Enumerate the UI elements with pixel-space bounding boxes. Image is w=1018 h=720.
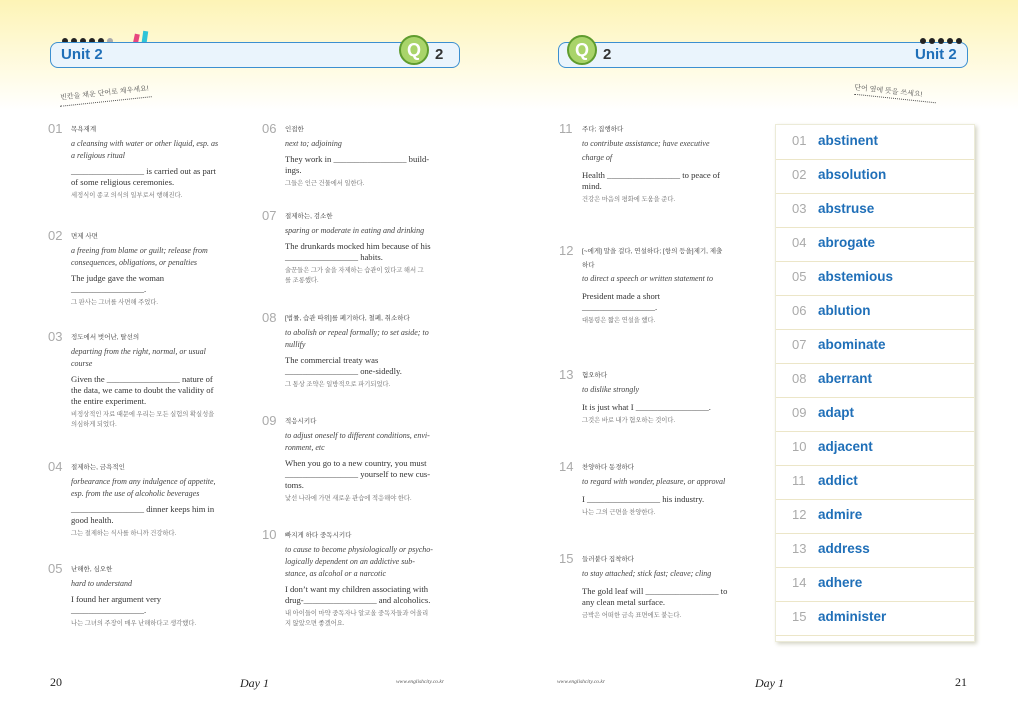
- example-sentence-line: drug-_________________ and alcoholics.: [285, 595, 431, 605]
- vocab-word: adapt: [818, 405, 855, 420]
- word-number: 03: [792, 201, 807, 216]
- korean-meaning: 목욕재계: [71, 126, 97, 133]
- korean-translation-line: 내 아이들이 마약 중독자나 알코올 중독자들과 어울리: [285, 610, 429, 617]
- korean-meaning: 절제하는, 금욕적인: [71, 464, 125, 471]
- vocab-word: aberrant: [818, 371, 873, 386]
- vocab-word: address: [818, 541, 870, 556]
- vocab-word: ablution: [818, 303, 871, 318]
- word-number: 12: [792, 507, 807, 522]
- definition-line: next to; adjoining: [285, 139, 342, 148]
- vocab-word: admire: [818, 507, 863, 522]
- quiz-q-icon: Q: [399, 35, 429, 65]
- example-sentence-line: _________________ one-sidedly.: [285, 366, 402, 376]
- word-number: 07: [792, 337, 807, 352]
- right-page: [509, 0, 1018, 720]
- word-row: [776, 329, 974, 364]
- definition-line: to adjust oneself to different conditions, envi-: [285, 431, 430, 440]
- vocab-word: adjacent: [818, 439, 873, 454]
- item-number: 03: [48, 329, 63, 344]
- item-number: 09: [262, 413, 277, 428]
- definition-line: to dislike strongly: [582, 385, 640, 394]
- right-instruction: 단어 옆에 뜻을 쓰세요!: [853, 84, 923, 99]
- word-row: [776, 125, 974, 160]
- example-sentence-line: mind.: [582, 181, 602, 191]
- korean-meaning: 혐오하다: [582, 372, 608, 379]
- definition-line: to direct a speech or written statement to: [582, 274, 714, 283]
- korean-meaning: 들러붙다 집착하다: [582, 556, 635, 563]
- korean-translation-line: 건강은 마음의 평화에 도움을 준다.: [582, 196, 676, 203]
- definition-line: to abolish or repeal formally; to set aside; to: [285, 328, 429, 337]
- decor-dots: [920, 38, 962, 44]
- example-sentence-line: President made a short: [582, 291, 661, 301]
- word-row: [776, 567, 974, 602]
- word-row: [776, 227, 974, 262]
- korean-meaning-cont: 하다: [582, 262, 595, 269]
- korean-translation-line: 나는 그녀의 주장이 매우 난해하다고 생각했다.: [71, 620, 197, 627]
- korean-meaning: 인접한: [285, 126, 304, 133]
- definition-line: to cause to become physiologically or psycho-: [285, 545, 433, 554]
- example-sentence-line: Given the _________________ nature of: [71, 374, 213, 384]
- example-sentence-line: The commercial treaty was: [285, 355, 379, 365]
- example-sentence-line: I don’t want my children associating with: [285, 584, 429, 594]
- example-sentence-line: I _________________ his industry.: [582, 494, 705, 504]
- korean-meaning: 주다; 집행하다: [582, 126, 624, 133]
- left-header-bar: [50, 42, 460, 68]
- definition-line: logically dependent on an addictive sub-: [285, 557, 415, 566]
- word-number: 15: [792, 609, 807, 624]
- item-number: 05: [48, 561, 63, 576]
- quiz-q-icon: Q: [567, 35, 597, 65]
- word-number: 13: [792, 541, 807, 556]
- definition-line: consequences, obligations, or penalties: [71, 258, 197, 267]
- right-header-bar: [558, 42, 968, 68]
- example-sentence-line: _________________ dinner keeps him in: [71, 504, 215, 514]
- page-number-right: 21: [955, 675, 967, 689]
- definition-line: ronment, etc: [285, 443, 325, 452]
- example-sentence-line: I found her argument very: [71, 594, 162, 604]
- word-row: [776, 261, 974, 296]
- word-number: 11: [792, 473, 806, 488]
- korean-translation-line: 낯선 나라에 가면 새로운 관습에 적응해야 한다.: [285, 495, 412, 502]
- word-row: [776, 363, 974, 398]
- middle-column: [262, 121, 467, 644]
- example-sentence-line: _________________ habits.: [285, 252, 383, 262]
- example-sentence-line: They work in _________________ build-: [285, 154, 430, 164]
- korean-meaning: 절제하는, 검소한: [285, 213, 333, 220]
- definition-line: to regard with wonder, pleasure, or approval: [582, 477, 726, 486]
- example-sentence-line: ings.: [285, 165, 302, 175]
- item-number: 04: [48, 459, 63, 474]
- quiz-number: 2: [603, 46, 612, 63]
- definition-line: to contribute assistance; have executive: [582, 139, 710, 148]
- unit-title: Unit 2: [915, 46, 957, 63]
- item-number: 12: [559, 243, 574, 258]
- definition-line: esp. from the use of alcoholic beverages: [71, 489, 200, 498]
- word-number: 05: [792, 269, 807, 284]
- korean-translation-line: 대통령은 짧은 연설을 했다.: [582, 317, 656, 324]
- definition-line: course: [71, 359, 93, 368]
- word-number: 01: [792, 133, 807, 148]
- korean-translation-line: 세정식이 종교 의식의 일부로서 행해진다.: [71, 192, 183, 199]
- korean-translation-line: 지 않았으면 좋겠어요.: [285, 620, 345, 627]
- example-sentence-line: _________________.: [71, 605, 147, 615]
- word-row: [776, 601, 974, 636]
- korean-translation-line: 그는 절제하는 식사를 하니까 건강하다.: [71, 530, 177, 537]
- vocab-word: abominate: [818, 337, 886, 352]
- example-sentence-line: Health _________________ to peace of: [582, 170, 720, 180]
- example-sentence-line: The drunkards mocked him because of his: [285, 241, 431, 251]
- example-sentence-line: of some religious ceremonies.: [71, 177, 175, 187]
- quiz-number: 2: [435, 46, 444, 63]
- item-number: 11: [559, 121, 573, 136]
- definition-line: to stay attached; stick fast; cleave; cling: [582, 569, 712, 578]
- item-number: 10: [262, 527, 277, 542]
- item-number: 08: [262, 310, 277, 325]
- page-number-left: 20: [50, 675, 62, 689]
- item-number: 02: [48, 228, 63, 243]
- vocab-word: abstruse: [818, 201, 875, 216]
- korean-meaning: 빠지게 하다 중독시키다: [285, 532, 352, 539]
- korean-meaning: 난해한, 심오한: [71, 566, 113, 573]
- definition-line: a cleansing with water or other liquid, esp. as: [71, 139, 219, 148]
- vocab-word: abstemious: [818, 269, 894, 284]
- example-sentence-line: The gold leaf will _________________ to: [582, 586, 728, 596]
- definition-line: a religious ritual: [71, 151, 125, 160]
- definition-line: stance, as alcohol or a narcotic: [285, 569, 387, 578]
- example-sentence-line: toms.: [285, 480, 304, 490]
- unit-title: Unit 2: [61, 46, 103, 63]
- example-sentence-line: good health.: [71, 515, 114, 525]
- vocab-word: adhere: [818, 575, 863, 590]
- word-number: 02: [792, 167, 807, 182]
- word-row: [776, 499, 974, 534]
- example-sentence-line: When you go to a new country, you must: [285, 458, 427, 468]
- korean-meaning: [~에게] 말을 걸다, 연설하다; [항의 등을]제기, 제출: [582, 248, 723, 255]
- example-sentence-line: _________________ is carried out as part: [71, 166, 216, 176]
- definition-line: sparing or moderate in eating and drinking: [285, 226, 425, 235]
- korean-meaning: 정도에서 벗어난, 탈선의: [71, 334, 140, 341]
- website-right: www.englishcity.co.kr: [557, 679, 606, 685]
- korean-translation-line: 의심하게 되었다.: [71, 421, 117, 428]
- korean-meaning: [법률, 습관 따위]를 폐기하다, 철폐, 취소하다: [285, 315, 410, 322]
- korean-translation-line: 그 판사는 그녀를 사면해 주었다.: [71, 299, 158, 306]
- item-number: 15: [559, 551, 574, 566]
- korean-translation-line: 그들은 인근 건물에서 일한다.: [285, 180, 365, 187]
- korean-translation-line: 나는 그의 근면을 찬양한다.: [582, 509, 656, 516]
- korean-translation-line: 그것은 바로 내가 혐오하는 것이다.: [582, 417, 676, 424]
- word-row: [776, 397, 974, 432]
- item-number: 07: [262, 208, 277, 223]
- day-label-left: Day 1: [240, 676, 269, 690]
- word-number: 08: [792, 371, 807, 386]
- definition-line: a freeing from blame or guilt; release from: [71, 246, 208, 255]
- example-sentence-line: _________________.: [582, 302, 658, 312]
- item-number: 14: [559, 459, 574, 474]
- vocab-word: addict: [818, 473, 858, 488]
- item-number: 01: [48, 121, 63, 136]
- example-sentence-line: _________________.: [71, 284, 147, 294]
- korean-meaning: 적응시키다: [285, 418, 317, 425]
- definition-line: departing from the right, normal, or usual: [71, 347, 206, 356]
- word-number: 14: [792, 575, 807, 590]
- definition-line: charge of: [582, 153, 613, 162]
- vocab-word: administer: [818, 609, 887, 624]
- word-number: 06: [792, 303, 807, 318]
- left-instruction: 빈칸을 채운 단어로 채우세요!: [59, 85, 150, 102]
- vocab-word: abrogate: [818, 235, 876, 250]
- website-left: www.englishcity.co.kr: [396, 679, 445, 685]
- korean-meaning: 찬양하다 동경하다: [582, 464, 635, 471]
- korean-translation-line: 술꾼들은 그가 술을 자제하는 습관이 있다고 해서 그: [285, 267, 424, 274]
- korean-translation-line: 를 조롱했다.: [285, 277, 319, 284]
- word-row: [776, 465, 974, 500]
- item-number: 06: [262, 121, 277, 136]
- example-sentence-line: _________________ yourself to new cus-: [285, 469, 431, 479]
- word-row: [776, 295, 974, 330]
- example-sentence-line: the entire experiment.: [71, 396, 147, 406]
- example-sentence-line: It is just what I _________________.: [582, 402, 711, 412]
- korean-translation-line: 그 통상 조약은 일방적으로 파기되었다.: [285, 381, 391, 388]
- definition-line: hard to understand: [71, 579, 133, 588]
- example-sentence-line: any clean metal surface.: [582, 597, 666, 607]
- word-row: [776, 533, 974, 568]
- word-number: 10: [792, 439, 807, 454]
- example-sentence-line: The judge gave the woman: [71, 273, 165, 283]
- day-label-right: Day 1: [755, 676, 784, 690]
- item-number: 13: [559, 367, 574, 382]
- korean-translation-line: 비정상적인 자료 때문에 우리는 모든 실험의 확실성을: [71, 411, 215, 418]
- word-number: 04: [792, 235, 807, 250]
- word-row: [776, 193, 974, 228]
- definition-line: forbearance from any indulgence of appetite,: [71, 477, 216, 486]
- word-list-panel: [775, 124, 975, 642]
- left-column: [48, 121, 253, 644]
- vocab-word: absolution: [818, 167, 887, 182]
- right-column: [559, 121, 764, 644]
- example-sentence-line: the data, we came to doubt the validity of: [71, 385, 214, 395]
- definition-line: nullify: [285, 340, 306, 349]
- vocab-word: abstinent: [818, 133, 879, 148]
- word-row: [776, 159, 974, 194]
- word-number: 09: [792, 405, 807, 420]
- word-row: [776, 431, 974, 466]
- korean-meaning: 면제 사면: [71, 233, 98, 240]
- korean-translation-line: 금박은 어떠한 금속 표면에도 붙는다.: [582, 612, 682, 619]
